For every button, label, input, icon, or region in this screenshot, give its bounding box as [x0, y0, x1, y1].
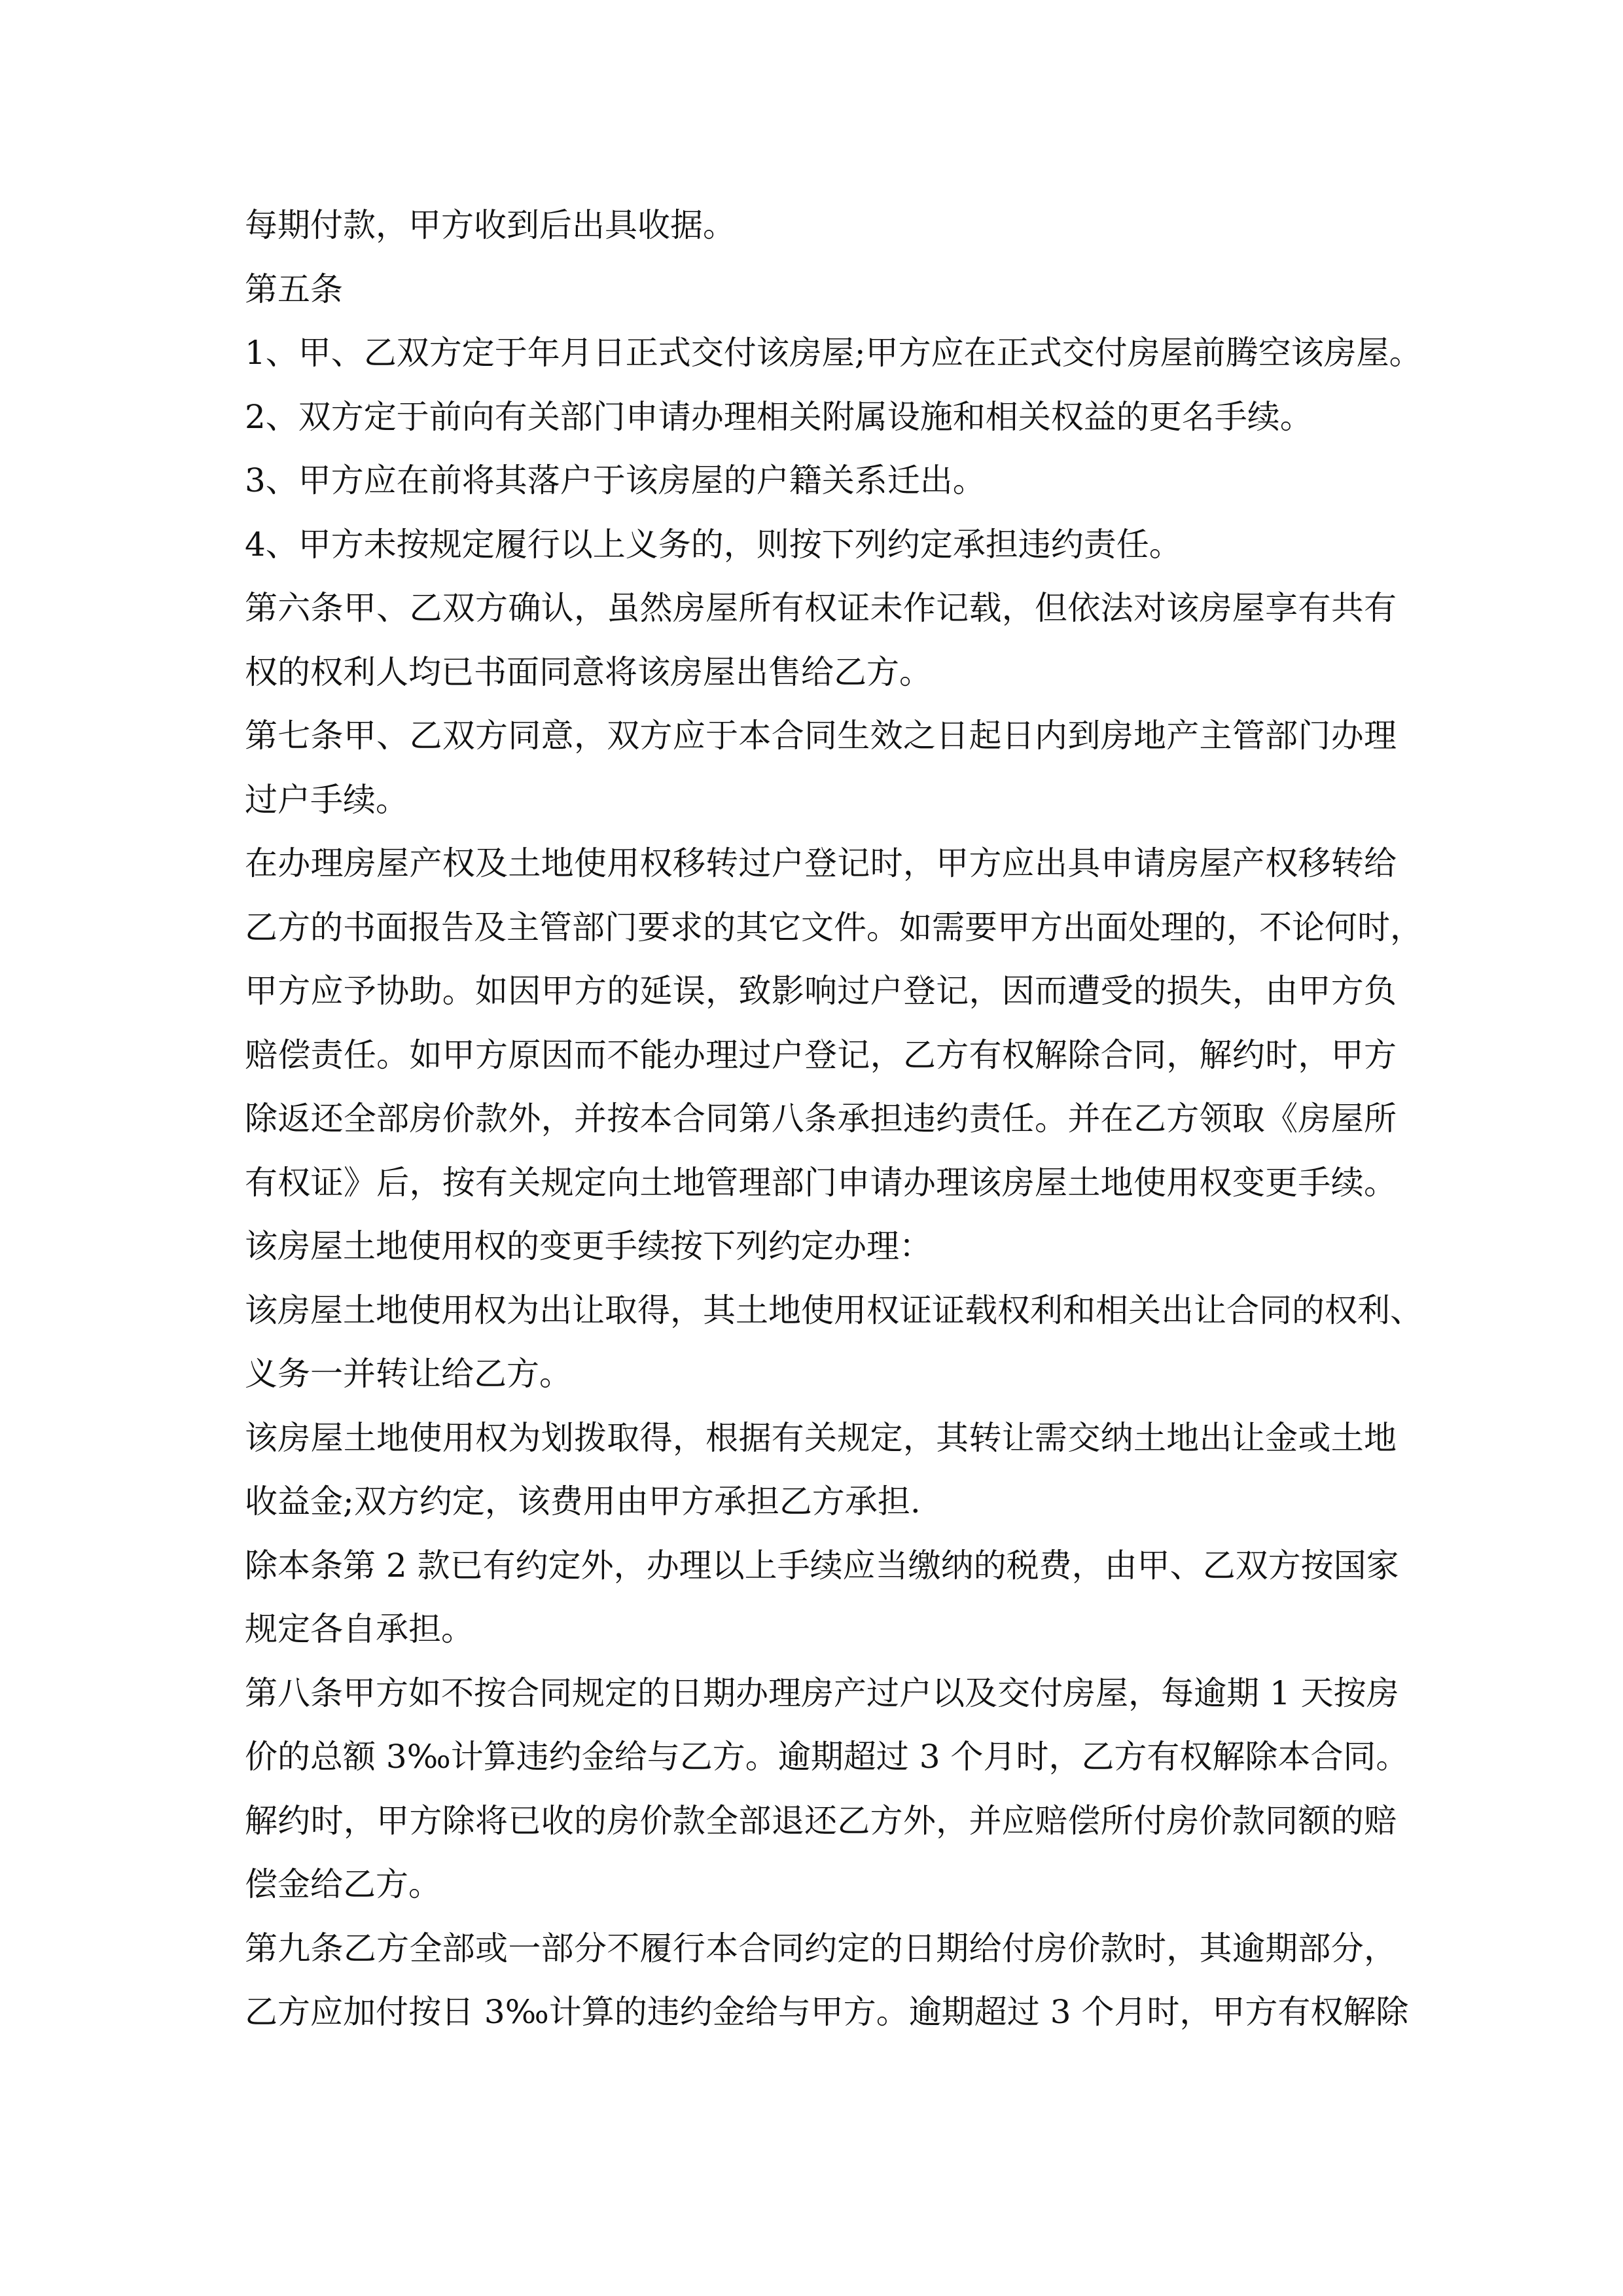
text-line: 除返还全部房价款外，并按本合同第八条承担违约责任。并在乙方领取《房屋所 [245, 1100, 1397, 1138]
text-line: 解约时，甲方除将已收的房价款全部退还乙方外，并应赔偿所付房价款同额的赔 [245, 1801, 1397, 1840]
text-line: 甲方应予协助。如因甲方的延误，致影响过户登记，因而遭受的损失，由甲方负 [245, 972, 1397, 1010]
text-line: 2、双方定于前向有关部门申请办理相关附属设施和相关权益的更名手续。 [245, 397, 1313, 436]
text-line: 偿金给乙方。 [245, 1865, 441, 1903]
text-line: 第六条甲、乙双方确认，虽然房屋所有权证未作记载，但依法对该房屋享有共有 [245, 589, 1397, 627]
text-line: 该房屋土地使用权为出让取得，其土地使用权证证载权利和相关出让合同的权利、 [245, 1291, 1423, 1329]
text-line: 收益金;双方约定，该费用由甲方承担乙方承担. [245, 1482, 921, 1520]
text-line: 乙方的书面报告及主管部门要求的其它文件。如需要甲方出面处理的，不论何时， [245, 908, 1423, 946]
text-line: 第八条甲方如不按合同规定的日期办理房产过户以及交付房屋，每逾期 1 天按房 [245, 1674, 1399, 1712]
text-line: 价的总额 3‰计算违约金给与乙方。逾期超过 3 个月时，乙方有权解除本合同。 [245, 1738, 1409, 1776]
text-line: 过户手续。 [245, 780, 408, 819]
text-line: 除本条第 2 款已有约定外，办理以上手续应当缴纳的税费，由甲、乙双方按国家 [245, 1546, 1399, 1585]
text-line: 有权证》后，按有关规定向土地管理部门申请办理该房屋土地使用权变更手续。 [245, 1163, 1397, 1202]
text-line: 赔偿责任。如甲方原因而不能办理过户登记，乙方有权解除合同，解约时，甲方 [245, 1035, 1397, 1074]
text-line: 4、甲方未按规定履行以上义务的，则按下列约定承担违约责任。 [245, 525, 1182, 564]
text-line: 权的权利人均已书面同意将该房屋出售给乙方。 [245, 653, 932, 691]
text-line: 义务一并转让给乙方。 [245, 1355, 572, 1393]
text-line: 3、甲方应在前将其落户于该房屋的户籍关系迁出。 [245, 461, 986, 499]
text-line: 第七条甲、乙双方同意，双方应于本合同生效之日起日内到房地产主管部门办理 [245, 717, 1397, 755]
text-line: 第九条乙方全部或一部分不履行本合同约定的日期给付房价款时，其逾期部分， [245, 1929, 1397, 1967]
text-line: 1、甲、乙双方定于年月日正式交付该房屋;甲方应在正式交付房屋前腾空该房屋。 [245, 334, 1422, 372]
text-line: 乙方应加付按日 3‰计算的违约金给与甲方。逾期超过 3 个月时，甲方有权解除 [245, 1993, 1409, 2031]
text-line: 该房屋土地使用权的变更手续按下列约定办理： [245, 1227, 932, 1265]
text-line: 该房屋土地使用权为划拨取得，根据有关规定，其转让需交纳土地出让金或土地 [245, 1418, 1397, 1457]
text-line: 在办理房屋产权及土地使用权移转过户登记时，甲方应出具申请房屋产权移转给 [245, 844, 1397, 882]
text-line: 规定各自承担。 [245, 1610, 474, 1648]
text-line: 第五条 [245, 270, 343, 308]
text-line: 每期付款，甲方收到后出具收据。 [245, 206, 736, 244]
contract-text [245, 194, 1423, 2045]
